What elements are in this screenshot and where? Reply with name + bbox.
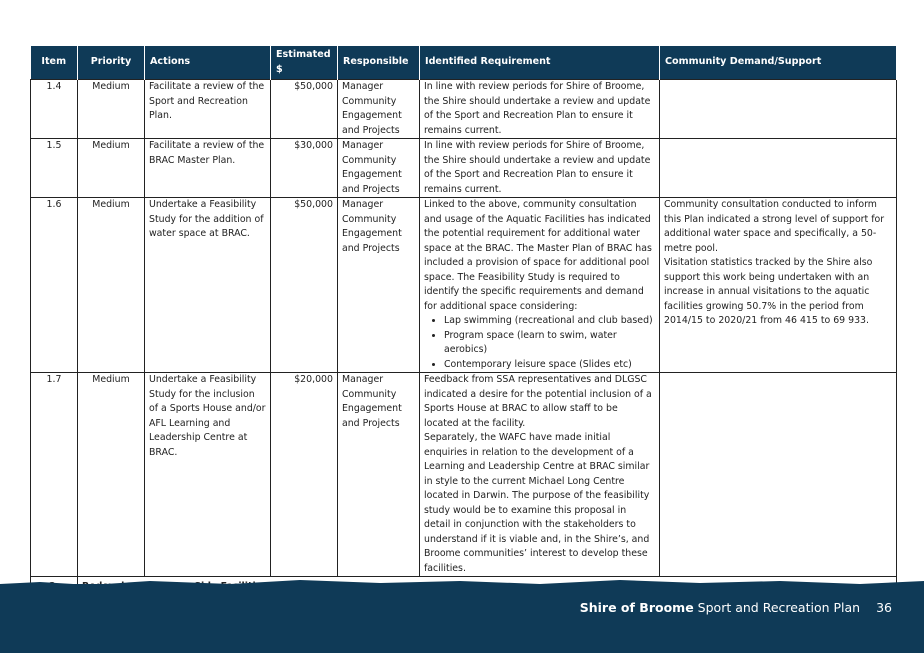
responsible-cell: Manager Community Engagement and Projects	[338, 139, 420, 198]
requirement-cell	[420, 198, 660, 373]
priority-cell: Medium	[78, 198, 145, 373]
community-cell	[660, 80, 897, 139]
header-actions: Actions	[145, 46, 271, 80]
community-paragraph: Visitation statistics tracked by the Shire also support this work being undertaken with an increase in annual visitations to the aquatic facilities growing 50.7% in the period from 2014/15 to 2020/21 from 46 415 to 69 933.	[664, 257, 873, 326]
actions-cell: Facilitate a review of the BRAC Master Plan.	[145, 139, 271, 198]
header-responsible: Responsible	[338, 46, 420, 80]
requirement-bullet: • Program space (learn to swim, water aerobics)	[444, 329, 655, 358]
responsible-cell: Manager Community Engagement and Projects	[338, 198, 420, 373]
community-cell	[660, 198, 897, 373]
page-footer	[0, 584, 924, 653]
action-plan-table	[30, 46, 897, 598]
footer-org: Shire of Broome	[579, 600, 694, 615]
responsible-cell: Manager Community Engagement and Projects	[338, 80, 420, 139]
actions-cell: Facilitate a review of the Sport and Recreation Plan.	[145, 80, 271, 139]
requirement-paragraph: In line with review periods for Shire of Broome, the Shire should undertake a review and update of the Sport and Recreation Plan to ensure it remains current.	[424, 140, 651, 195]
estimated-cell: $30,000	[271, 139, 338, 198]
action-plan-table-container	[30, 46, 896, 598]
table-row	[31, 198, 897, 373]
actions-cell: Undertake a Feasibility Study for the inclusion of a Sports House and/or AFL Learning and Leadership Centre at BRAC.	[145, 373, 271, 577]
estimated-cell: $50,000	[271, 80, 338, 139]
table-row	[31, 139, 897, 198]
requirement-bullet: • Lap swimming (recreational and club based)	[444, 314, 655, 329]
item-cell: 1.4	[31, 80, 78, 139]
community-cell	[660, 373, 897, 577]
footer-text	[580, 600, 892, 615]
requirement-bullet: • Contemporary leisure space (Slides etc)	[444, 358, 655, 373]
requirement-bullet-list	[424, 314, 655, 372]
requirement-paragraph: In line with review periods for Shire of Broome, the Shire should undertake a review and update of the Sport and Recreation Plan to ensure it remains current.	[424, 81, 651, 136]
header-requirement: Identified Requirement	[420, 46, 660, 80]
requirement-paragraph: Linked to the above, community consultation and usage of the Aquatic Facilities has indicated the potential requirement for additional water space at the BRAC. The Master Plan of BRAC has included a provision of space for additional pool space. The Feasibility Study is required to identify the specific requirements and demand for additional space considering:	[424, 199, 652, 312]
requirement-paragraph: Feedback from SSA representatives and DLGSC indicated a desire for the potential inclusion of a Sports House at BRAC to allow staff to be located at the facility.	[424, 374, 652, 429]
community-cell	[660, 139, 897, 198]
priority-cell: Medium	[78, 373, 145, 577]
footer-doc: Sport and Recreation Plan	[697, 600, 861, 615]
estimated-cell: $20,000	[271, 373, 338, 577]
community-paragraph: Community consultation conducted to inform this Plan indicated a strong level of support for additional water space and specifically, a 50-metre pool.	[664, 199, 885, 254]
item-cell: 1.6	[31, 198, 78, 373]
requirement-cell	[420, 139, 660, 198]
item-cell: 1.5	[31, 139, 78, 198]
priority-cell: Medium	[78, 80, 145, 139]
header-priority: Priority	[78, 46, 145, 80]
header-community: Community Demand/Support	[660, 46, 897, 80]
priority-cell: Medium	[78, 139, 145, 198]
table-header-row	[31, 46, 897, 80]
requirement-cell	[420, 80, 660, 139]
actions-cell: Undertake a Feasibility Study for the addition of water space at BRAC.	[145, 198, 271, 373]
page-number: 36	[876, 600, 892, 615]
responsible-cell: Manager Community Engagement and Projects	[338, 373, 420, 577]
header-item: Item	[31, 46, 78, 80]
estimated-cell: $50,000	[271, 198, 338, 373]
item-cell: 1.7	[31, 373, 78, 577]
requirement-cell	[420, 373, 660, 577]
requirement-paragraph: Separately, the WAFC have made initial enquiries in relation to the development of a Learning and Leadership Centre at BRAC similar in style to the current Michael Long Centre located in Darwin. The purpose of the feasibility study would be to examine this proposal in detail in conjunction with the stakeholders to understand if it is viable and, in the Shire’s, and Broome communities’ interest to develop these facilities.	[424, 432, 650, 574]
header-estimated: Estimated $	[271, 46, 338, 80]
table-row	[31, 80, 897, 139]
table-row	[31, 373, 897, 577]
